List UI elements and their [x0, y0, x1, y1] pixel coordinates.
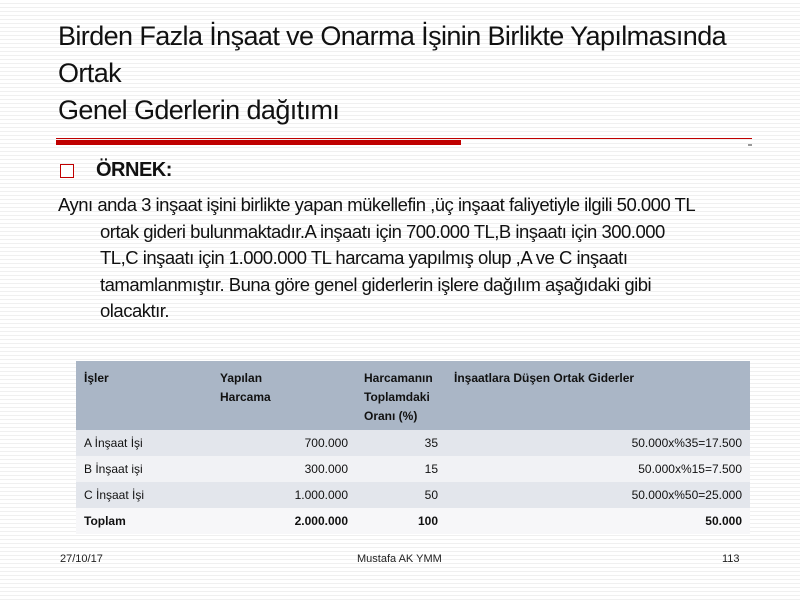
cell-ratio: 50 [356, 482, 446, 508]
title-underline-thick [56, 140, 461, 145]
table-row [76, 482, 750, 508]
cell-ratio: 35 [356, 430, 446, 456]
cell-work-name: C İnşaat İşi [76, 482, 212, 508]
table-header-row [76, 361, 750, 430]
paragraph-line: ortak gideri bulunmaktadır.A inşaatı için 700.000 TL,B inşaatı için 300.000 [100, 220, 665, 242]
bullet-label: ÖRNEK: [96, 159, 172, 181]
header-spending-line: Yapılan [220, 371, 263, 385]
bullet-item [60, 159, 172, 182]
header-ratio-line: Toplamdaki [364, 390, 430, 404]
title-line-1: Birden Fazla İnşaat ve Onarma İşinin Birlikte Yapılmasında [58, 21, 727, 51]
title-underline-tick [748, 144, 752, 146]
footer-author: Mustafa AK YMM [357, 553, 442, 565]
cell-total-spending: 2.000.000 [212, 508, 356, 534]
paragraph-line: tamamlanmıştır. Buna göre genel giderlerin işlere dağılım aşağıdaki gibi [100, 273, 652, 295]
header-works [76, 361, 212, 430]
header-shared-expense [446, 361, 750, 430]
cell-spending: 700.000 [212, 430, 356, 456]
cell-total-shared-expense: 50.000 [446, 508, 750, 534]
cell-spending: 1.000.000 [212, 482, 356, 508]
cell-spending: 300.000 [212, 456, 356, 482]
table-row [76, 430, 750, 456]
expense-allocation-table [76, 361, 750, 534]
header-works-label: İşler [84, 371, 109, 385]
header-ratio-line: Harcamanın [364, 371, 433, 385]
paragraph-line: TL,C inşaatı için 1.000.000 TL harcama yapılmış olup ,A ve C inşaatı [100, 247, 628, 268]
paragraph-line: olacaktır. [100, 300, 170, 321]
cell-shared-expense: 50.000x%50=25.000 [446, 482, 750, 508]
title-underline [56, 135, 752, 146]
table-total-row [76, 508, 750, 534]
footer-date: 27/10/17 [60, 553, 103, 565]
header-spending [212, 361, 356, 430]
header-ratio [356, 361, 446, 430]
title-line-3: Genel Gderlerin dağıtımı [58, 95, 340, 125]
cell-ratio: 15 [356, 456, 446, 482]
title-underline-thin [56, 138, 752, 139]
cell-total-label: Toplam [76, 508, 212, 534]
square-bullet-icon [60, 164, 74, 178]
table-row [76, 456, 750, 482]
cell-shared-expense: 50.000x%35=17.500 [446, 430, 750, 456]
slide-title [58, 18, 778, 129]
cell-shared-expense: 50.000x%15=7.500 [446, 456, 750, 482]
example-paragraph [58, 192, 748, 325]
footer-page-number: 113 [722, 553, 740, 565]
cell-work-name: B İnşaat işi [76, 456, 212, 482]
title-line-2: Ortak [58, 58, 122, 88]
header-ratio-line: Oranı (%) [364, 409, 418, 423]
cell-work-name: A İnşaat İşi [76, 430, 212, 456]
header-shared-expense-label: İnşaatlara Düşen Ortak Giderler [454, 371, 635, 385]
header-spending-line: Harcama [220, 390, 271, 404]
paragraph-line: Aynı anda 3 inşaat işini birlikte yapan mükellefin ,üç inşaat faliyetiyle ilgili 50.000 TL [58, 194, 696, 215]
cell-total-ratio: 100 [356, 508, 446, 534]
